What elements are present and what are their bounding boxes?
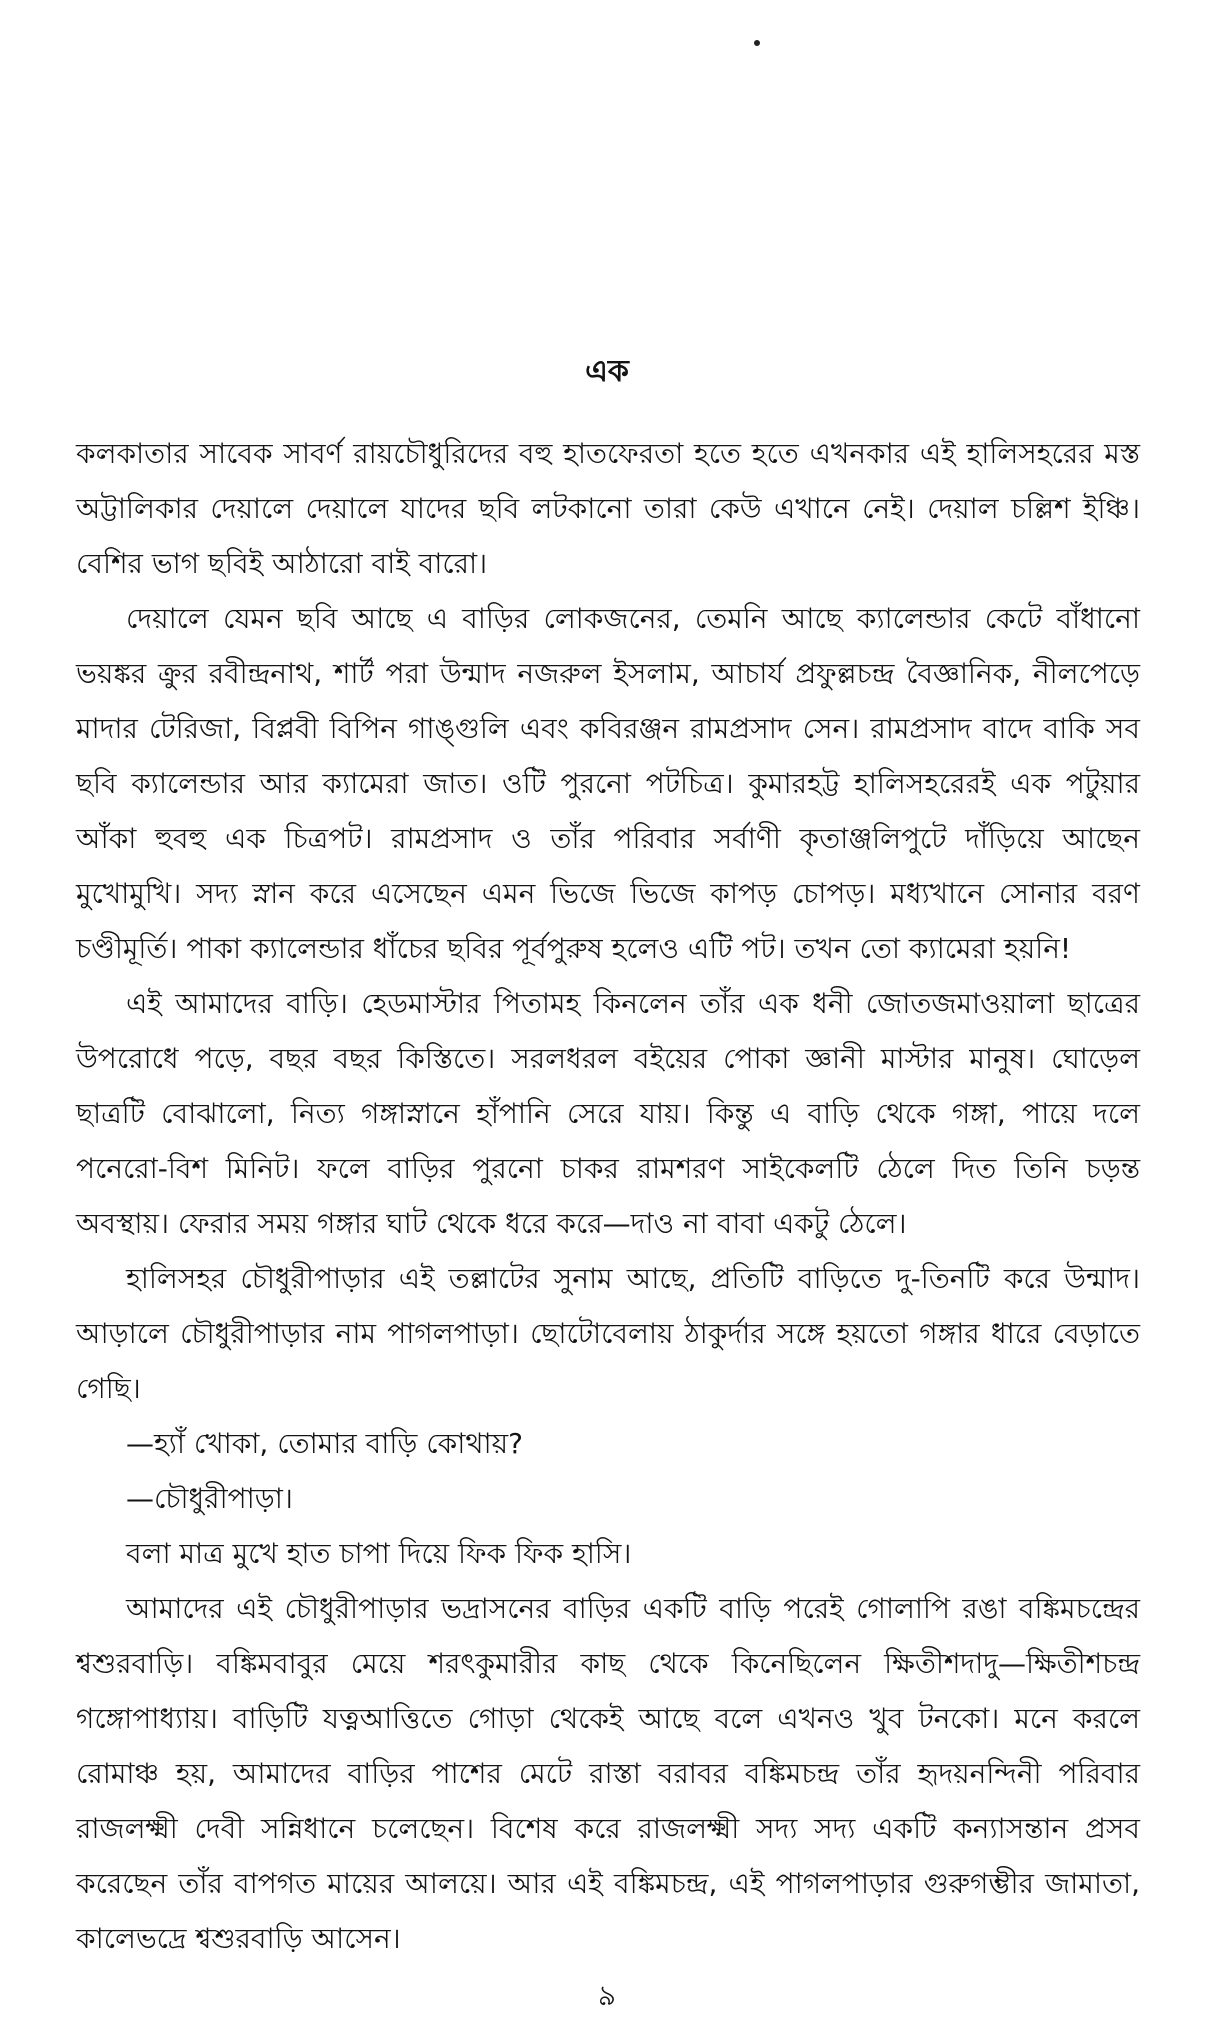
chapter-title: এক bbox=[585, 354, 629, 389]
paragraph-3: এই আমাদের বাড়ি। হেডমাস্টার পিতামহ কিনলেন তাঁর এক ধনী জোতজমাওয়ালা ছাত্রের উপরোধে পড়ে, বছর বছর কিস্তিতে। সরলধরল বইয়ের পোকা জ্ঞানী মাস্টার মানুষ। ঘোড়েল ছাত্রটি বোঝালো, নিত্য গঙ্গাস্নানে হাঁপানি সেরে যায়। কিন্তু এ বাড়ি থেকে গঙ্গা, পায়ে দলে পনেরো-বিশ মিনিট। ফলে বাড়ির পুরনো চাকর রামশরণ সাইকেলটি ঠেলে দিত তিনি চড়ন্ত অবস্থায়। ফেরার সময় গঙ্গার ঘাট থেকে ধরে করে—দাও না বাবা একটু ঠেলে। bbox=[76, 987, 1140, 1240]
paragraph-2: দেয়ালে যেমন ছবি আছে এ বাড়ির লোকজনের, তেমনি আছে ক্যালেন্ডার কেটে বাঁধানো ভয়ঙ্কর ক্রুর রবীন্দ্রনাথ, শার্ট পরা উন্মাদ নজরুল ইসলাম, আচার্য প্রফুল্লচন্দ্র বৈজ্ঞানিক, নীলপেড়ে মাদার টেরিজা, বিপ্লবী বিপিন গাঙ্গুলি এবং কবিরঞ্জন রামপ্রসাদ সেন। রামপ্রসাদ বাদে বাকি সব ছবি ক্যালেন্ডার আর ক্যামেরা জাত। ওটি পুরনো পটচিত্র। কুমারহট্ট হালিসহরেরই এক পটুয়ার আঁকা হুবহু এক চিত্রপট। রামপ্রসাদ ও তাঁর পরিবার সর্বাণী কৃতাঞ্জলিপুটে দাঁড়িয়ে আছেন মুখোমুখি। সদ্য স্নান করে এসেছেন এমন ভিজে ভিজে কাপড় চোপড়। মধ্যখানে সোনার বরণ চণ্ডীমূর্তি। পাকা ক্যালেন্ডার ধাঁচের ছবির পূর্বপুরুষ হলেও এটি পট। তখন তো ক্যামেরা হয়নি! bbox=[76, 602, 1140, 965]
paragraph-6: আমাদের এই চৌধুরীপাড়ার ভদ্রাসনের বাড়ির একটি বাড়ি পরেই গোলাপি রঙা বঙ্কিমচন্দ্রের শ্বশুরবাড়ি। বঙ্কিমবাবুর মেয়ে শরৎকুমারীর কাছ থেকে কিনেছিলেন ক্ষিতীশদাদু—ক্ষিতীশচন্দ্র গঙ্গোপাধ্যায়। বাড়িটি যত্নআত্তিতে গোড়া থেকেই আছে বলে এখনও খুব টনকো। মনে করলে রোমাঞ্চ হয়, আমাদের বাড়ির পাশের মেটে রাস্তা বরাবর বঙ্কিমচন্দ্র তাঁর হৃদয়নন্দিনী পরিবার রাজলক্ষ্মী দেবী সন্নিধানে চলেছেন। বিশেষ করে রাজলক্ষ্মী সদ্য সদ্য একটি কন্যাসন্তান প্রসব করেছেন তাঁর বাপগত মায়ের আলয়ে। আর এই বঙ্কিমচন্দ্র, এই পাগলপাড়ার গুরুগম্ভীর জামাতা, কালেভদ্রে শ্বশুরবাড়ি আসেন। bbox=[76, 1592, 1140, 1955]
dialogue-line-1: —হ্যাঁ খোকা, তোমার বাড়ি কোথায়? bbox=[126, 1427, 523, 1460]
chapter-body bbox=[76, 426, 1140, 1966]
page-number: ৯ bbox=[597, 1979, 617, 2012]
dialogue-line-2: —চৌধুরীপাড়া। bbox=[126, 1482, 293, 1515]
paragraph-4: হালিসহর চৌধুরীপাড়ার এই তল্লাটের সুনাম আছে, প্রতিটি বাড়িতে দু-তিনটি করে উন্মাদ। আড়ালে চৌধুরীপাড়ার নাম পাগলপাড়া। ছোটোবেলায় ঠাকুর্দার সঙ্গে হয়তো গঙ্গার ধারে বেড়াতে গেছি। bbox=[76, 1262, 1140, 1405]
print-speck bbox=[754, 40, 760, 46]
paragraph-1: কলকাতার সাবেক সাবর্ণ রায়চৌধুরিদের বহু হাতফেরতা হতে হতে এখনকার এই হালিসহরের মস্ত অট্টালিকার দেয়ালে দেয়ালে যাদের ছবি লটকানো তারা কেউ এখানে নেই। দেয়াল চল্লিশ ইঞ্চি। বেশির ভাগ ছবিই আঠারো বাই বারো। bbox=[76, 437, 1140, 580]
paragraph-5: বলা মাত্র মুখে হাত চাপা দিয়ে ফিক ফিক হাসি। bbox=[126, 1537, 632, 1570]
